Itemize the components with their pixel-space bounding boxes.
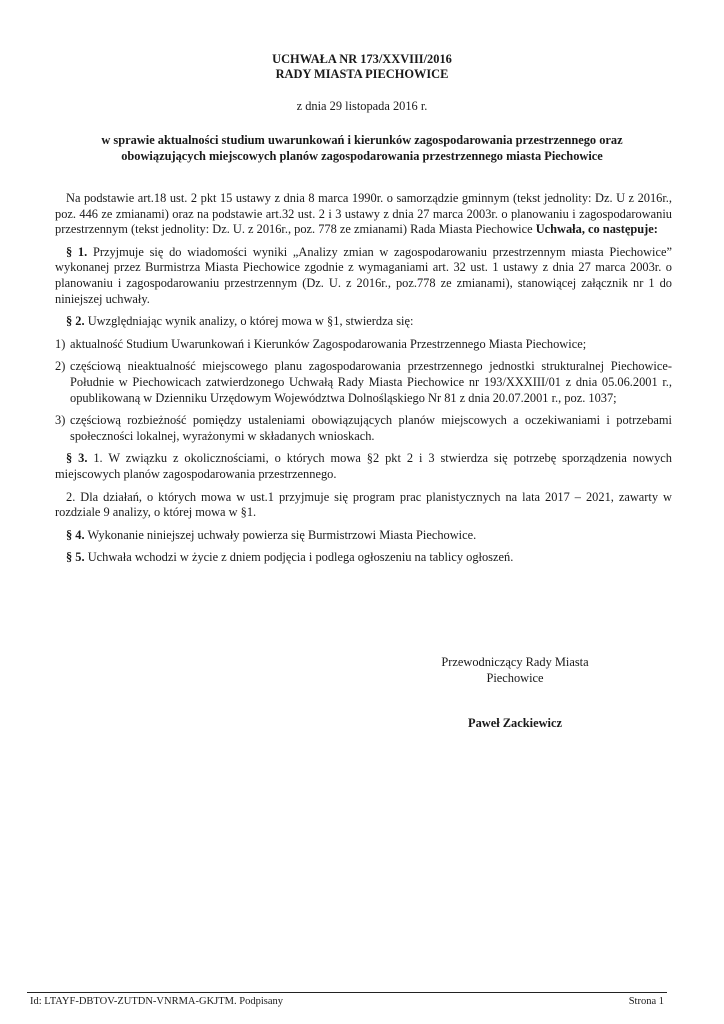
resolution-date: z dnia 29 listopada 2016 r.: [296, 99, 428, 113]
footer-page-number: Strona 1: [628, 996, 664, 1007]
paragraph-1-text: Przyjmuje się do wiadomości wyniki „Analizy zmian w zagospodarowaniu przestrzennym miasta Piechowice” wykonanej przez Burmistrza Miasta Piechowice zgodnie z wymaganiami art. 32 ust. 1 ustawy z dnia 27 marca 2003r. o planowaniu i zagospodarowaniu przestrzennym (Dz. U. z 2016r., poz.778 ze zmianami), stanowiącej załącznik nr 1 do niniejszej uchwały.: [55, 244, 672, 306]
list-item-number: 3): [55, 413, 66, 428]
preamble-text: Na podstawie art.18 ust. 2 pkt 15 ustawy z dnia 8 marca 1990r. o samorządzie gminnym (tekst jednolity: Dz. U z 2016r., poz. 446 ze zmianami) oraz na podstawie art.32 ust. 2 i 3 ustawy z dnia 27 marca 2003r. o planowaniu i zagospodarowaniu przestrzennym (tekst jednolity: Dz. U. z 2016r., poz. 778 ze zmianami) Rada Miasta Piechowice: [55, 191, 672, 237]
paragraph-5: [55, 550, 672, 566]
paragraph-2: [55, 314, 672, 330]
paragraph-5-text: Uchwała wchodzi w życie z dniem podjęcia i podlega ogłoszeniu na tablicy ogłoszeń.: [84, 550, 514, 565]
list-item-text: aktualność Studium Uwarunkowań i Kierunków Zagospodarowania Przestrzennego Miasta Piechowice;: [70, 336, 587, 351]
list-item: [55, 337, 672, 353]
paragraph-3: [55, 451, 672, 482]
paragraph-2-text: Uwzględniając wynik analizy, o której mowa w §1, stwierdza się:: [84, 314, 414, 329]
list-item-number: 2): [55, 359, 66, 374]
list-item-text: częściową nieaktualność miejscowego planu zagospodarowania przestrzennego jednostki strukturalnej Piechowice-Południe w Piechowicach zatwierdzonego Uchwałą Rady Miasta Piechowice nr 193/XXXIII/01 z dnia 05.06.2001 r., opublikowaną w Dzienniku Urzędowym Województwa Dolnośląskiego Nr 81 z dnia 20.07.2001 r., poz. 1037;: [70, 359, 672, 405]
paragraph-3-point-2: 2. Dla działań, o których mowa w ust.1 przyjmuje się program prac planistycznych na lata 2017 – 2021, zawarty w rozdziale 9 analizy, o której mowa w §1.: [55, 489, 672, 520]
resolution-subject: w sprawie aktualności studium uwarunkowań i kierunków zagospodarowania przestrzennego oraz obowiązujących miejscowych planów zagospodarowania przestrzennego miasta Piechowice: [101, 133, 623, 163]
resolution-body: [55, 191, 672, 573]
paragraph-4-text: Wykonanie niniejszej uchwały powierza się Burmistrzowi Miasta Piechowice.: [84, 527, 477, 542]
list-item: [55, 359, 672, 406]
resolution-number: UCHWAŁA NR 173/XXVIII/2016: [272, 52, 452, 66]
footer-divider: [27, 992, 667, 993]
list-item: [55, 413, 672, 444]
paragraph-3-text: 1. W związku z okolicznościami, o których mowa §2 pkt 2 i 3 stwierdza się potrzebę sporządzenia nowych miejscowych planów zagospodarowania przestrzennego.: [55, 451, 672, 481]
signer-name: Paweł Zackiewicz: [468, 716, 562, 730]
paragraph-4: [55, 528, 672, 544]
council-name: RADY MIASTA PIECHOWICE: [275, 67, 449, 81]
paragraph-3-label: § 3.: [66, 451, 88, 466]
footer-document-id: Id: LTAYF-DBTOV-ZUTDN-VNRMA-GKJTM. Podpisany: [30, 996, 284, 1007]
preamble: [55, 191, 672, 238]
paragraph-1-label: § 1.: [66, 244, 88, 259]
preamble-bold: Uchwała, co następuje:: [535, 222, 658, 237]
paragraph-4-label: § 4.: [66, 527, 85, 542]
paragraph-2-label: § 2.: [66, 314, 85, 329]
list-item-text: częściową rozbieżność pomiędzy ustaleniami obowiązujących planów miejscowych a oczekiwaniami i potrzebami społeczności lokalnej, wyrażonymi w składanych wnioskach.: [70, 413, 672, 443]
signature-role-line-2: Piechowice: [486, 670, 544, 685]
signature-role-line-1: Przewodniczący Rady Miasta: [441, 655, 589, 669]
paragraph-1: [55, 245, 672, 307]
list-item-number: 1): [55, 336, 66, 351]
paragraph-5-label: § 5.: [66, 550, 85, 565]
resolution-title: [0, 52, 724, 82]
signature-role: [420, 655, 610, 686]
